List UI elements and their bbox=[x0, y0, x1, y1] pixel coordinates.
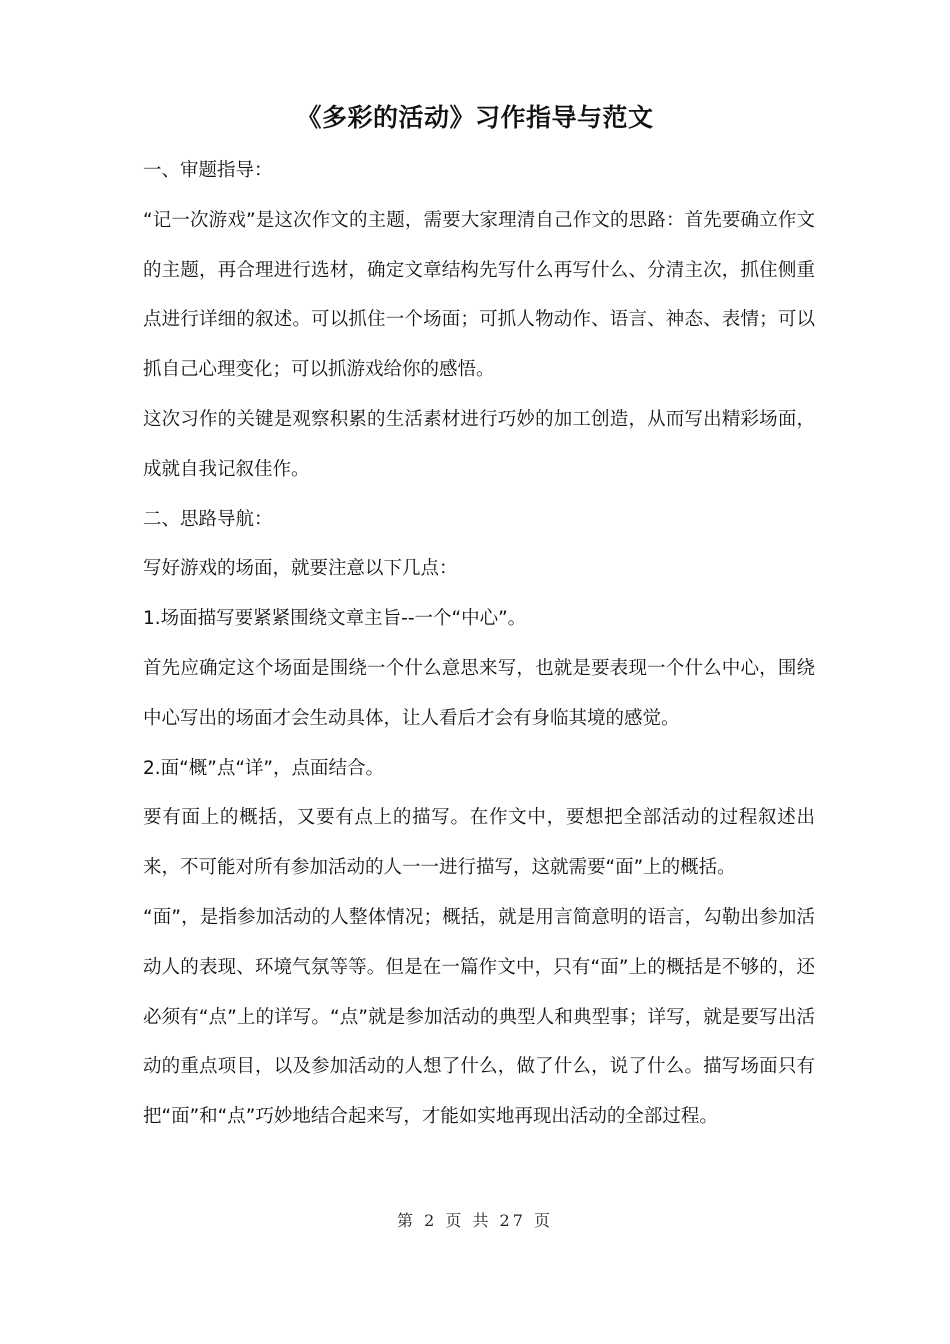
paragraph-point-2: 要有面上的概括，又要有点上的描写。在作文中，要想把全部活动的过程叙述出来，不可能对所有参加活动的人一一进行描写，这就需要“面”上的概括。 bbox=[143, 807, 815, 879]
document-title: 《多彩的活动》习作指导与范文 bbox=[296, 103, 654, 132]
paragraph-theme: “记一次游戏”是这次作文的主题，需要大家理清自己作文的思路：首先要确立作文的主题，再合理进行选材，确定文章结构先写什么再写什么、分清主次，抓住侧重点进行详细的叙述。可以抓住一个场面；可抓人物动作、语言、神态、表情；可以抓自己心理变化；可以抓游戏给你的感悟。 bbox=[143, 209, 815, 381]
document-body bbox=[143, 146, 815, 1142]
paragraph-point-2-detail: “面”，是指参加活动的人整体情况；概括，就是用言简意明的语言，勾勒出参加活动人的表现、环境气氛等等。但是在一篇作文中，只有“面”上的概括是不够的，还必须有“点”上的详写。“点”就是参加活动的典型人和典型事；详写，就是要写出活动的重点项目，以及参加活动的人想了什么，做了什么，说了什么。描写场面只有把“面”和“点”巧妙地结合起来写，才能如实地再现出活动的全部过程。 bbox=[143, 906, 815, 1128]
paragraph-key-point: 这次习作的关键是观察积累的生活素材进行巧妙的加工创造，从而写出精彩场面，成就自我记叙佳作。 bbox=[143, 408, 815, 480]
paragraph-point-1: 首先应确定这个场面是围绕一个什么意思来写，也就是要表现一个什么中心，围绕中心写出的场面才会生动具体，让人看后才会有身临其境的感觉。 bbox=[143, 657, 815, 729]
point-heading-2: 2.面“概”点“详”，点面结合。 bbox=[143, 757, 384, 779]
paragraph-intro-points: 写好游戏的场面，就要注意以下几点： bbox=[143, 558, 458, 580]
point-heading-1: 1.场面描写要紧紧围绕文章主旨--一个“中心”。 bbox=[143, 608, 527, 630]
section-heading-review: 一、审题指导： bbox=[143, 160, 273, 181]
section-heading-navigation: 二、思路导航： bbox=[143, 508, 273, 530]
page-footer: 第 2 页 共 27 页 bbox=[397, 1211, 553, 1230]
